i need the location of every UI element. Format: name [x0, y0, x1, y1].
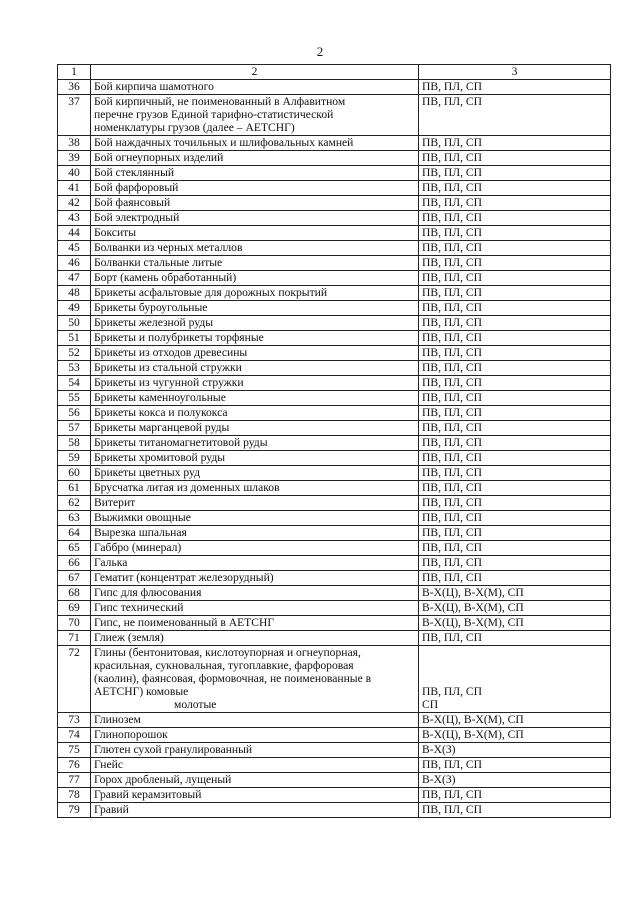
- wagon-types: ПВ, ПЛ, СП: [419, 571, 611, 586]
- wagon-types: ПВ, ПЛ, СП: [419, 511, 611, 526]
- table-row: [58, 95, 611, 136]
- table-row: [58, 346, 611, 361]
- table-row: [58, 331, 611, 346]
- row-number: 66: [58, 556, 91, 571]
- table-row: [58, 181, 611, 196]
- row-number: 50: [58, 316, 91, 331]
- cargo-name-line: АЕТСНГ) комовые: [94, 685, 189, 698]
- column-header-wagon-types: 3: [419, 65, 611, 80]
- row-number: 61: [58, 481, 91, 496]
- cargo-name: Бой фарфоровый: [91, 181, 419, 196]
- cargo-name: Брикеты марганцевой руды: [91, 421, 419, 436]
- cargo-name-line: Бой кирпичный, не поименованный в Алфавитном: [94, 95, 346, 108]
- row-number: 49: [58, 301, 91, 316]
- wagon-types: ПВ, ПЛ, СП: [419, 421, 611, 436]
- row-number: 41: [58, 181, 91, 196]
- table-row: [58, 466, 611, 481]
- row-number: 37: [58, 95, 91, 136]
- wagon-types: ПВ, ПЛ, СП: [419, 758, 611, 773]
- wagon-types: ПВ, ПЛ, СП: [419, 136, 611, 151]
- wagon-types: ПВ, ПЛ, СП: [419, 803, 611, 818]
- row-number: 59: [58, 451, 91, 466]
- row-number: 47: [58, 271, 91, 286]
- column-header-number: 1: [58, 65, 91, 80]
- cargo-name: Бой фаянсовый: [91, 196, 419, 211]
- row-number: 39: [58, 151, 91, 166]
- table-row: [58, 803, 611, 818]
- wagon-types: ПВ, ПЛ, СП: [419, 346, 611, 361]
- wagon-types: ПВ, ПЛ, СП: [419, 376, 611, 391]
- cargo-name: Габбро (минерал): [91, 541, 419, 556]
- cargo-name: Брикеты железной руды: [91, 316, 419, 331]
- row-number: 68: [58, 586, 91, 601]
- wagon-types: ПВ, ПЛ, СП: [419, 166, 611, 181]
- cargo-name: Бой огнеупорных изделий: [91, 151, 419, 166]
- row-number: 44: [58, 226, 91, 241]
- table-row: [58, 241, 611, 256]
- row-number: 67: [58, 571, 91, 586]
- row-number: 75: [58, 743, 91, 758]
- wagon-types: ПВ, ПЛ, СП: [419, 331, 611, 346]
- cargo-name: Брикеты каменноугольные: [91, 391, 419, 406]
- row-number: 51: [58, 331, 91, 346]
- table-row: [58, 166, 611, 181]
- table-row: [58, 601, 611, 616]
- cargo-name: Бой кирпича шамотного: [91, 80, 419, 95]
- table-row: [58, 421, 611, 436]
- wagon-types: ПВ, ПЛ, СП: [419, 436, 611, 451]
- table-row: [58, 136, 611, 151]
- table-row: [58, 226, 611, 241]
- wagon-types-line: ПВ, ПЛ, СП: [422, 685, 483, 698]
- wagon-types: ПВ, ПЛ, СП: [419, 271, 611, 286]
- column-header-cargo-name: 2: [91, 65, 419, 80]
- row-number: 70: [58, 616, 91, 631]
- row-number: 55: [58, 391, 91, 406]
- wagon-types: В-Х(Ц), В-Х(М), СП: [419, 616, 611, 631]
- wagon-types: ПВ, ПЛ, СП: [419, 466, 611, 481]
- row-number: 76: [58, 758, 91, 773]
- row-number: 42: [58, 196, 91, 211]
- table-row: [58, 571, 611, 586]
- table-row: [58, 361, 611, 376]
- row-number: 57: [58, 421, 91, 436]
- wagon-types: ПВ, ПЛ, СП: [419, 80, 611, 95]
- cargo-name: Глиеж (земля): [91, 631, 419, 646]
- wagon-types: В-Х(З): [419, 773, 611, 788]
- cargo-name: Гравий керамзитовый: [91, 788, 419, 803]
- cargo-name: [91, 95, 419, 136]
- cargo-name: Гравий: [91, 803, 419, 818]
- cargo-name-line: номенклатуры грузов (далее – АЕТСНГ): [94, 121, 295, 134]
- row-number: 69: [58, 601, 91, 616]
- cargo-table: [57, 64, 611, 818]
- table-row: [58, 80, 611, 95]
- table-row: [58, 301, 611, 316]
- table-row: [58, 451, 611, 466]
- wagon-types: В-Х(Ц), В-Х(М), СП: [419, 713, 611, 728]
- header-row: [58, 65, 611, 80]
- wagon-types: ПВ, ПЛ, СП: [419, 151, 611, 166]
- wagon-types: ПВ, ПЛ, СП: [419, 526, 611, 541]
- wagon-types: ПВ, ПЛ, СП: [419, 541, 611, 556]
- cargo-name: Глютен сухой гранулированный: [91, 743, 419, 758]
- cargo-name: Гипс технический: [91, 601, 419, 616]
- table-row: [58, 436, 611, 451]
- table-row: [58, 271, 611, 286]
- wagon-types: ПВ, ПЛ, СП: [419, 361, 611, 376]
- cargo-name: Бой электродный: [91, 211, 419, 226]
- cargo-name: Выжимки овощные: [91, 511, 419, 526]
- row-number: 79: [58, 803, 91, 818]
- cargo-name: Брикеты и полубрикеты торфяные: [91, 331, 419, 346]
- row-number: 72: [58, 646, 91, 713]
- cargo-name: Бой наждачных точильных и шлифовальных камней: [91, 136, 419, 151]
- cargo-name: Брикеты цветных руд: [91, 466, 419, 481]
- cargo-name: Глинопорошок: [91, 728, 419, 743]
- cargo-name: Бокситы: [91, 226, 419, 241]
- row-number: 62: [58, 496, 91, 511]
- table-row: [58, 586, 611, 601]
- row-number: 64: [58, 526, 91, 541]
- cargo-name: Брикеты титаномагнетитовой руды: [91, 436, 419, 451]
- row-number: 38: [58, 136, 91, 151]
- cargo-name: Галька: [91, 556, 419, 571]
- table-row: [58, 743, 611, 758]
- cargo-name: Горох дробленый, лущеный: [91, 773, 419, 788]
- table-row: [58, 541, 611, 556]
- page-number: 2: [316, 44, 324, 59]
- row-number: 48: [58, 286, 91, 301]
- table-row: [58, 713, 611, 728]
- table-row: [58, 728, 611, 743]
- cargo-name: Витерит: [91, 496, 419, 511]
- wagon-types: В-Х(Ц), В-Х(М), СП: [419, 586, 611, 601]
- cargo-name: Гипс для флюсования: [91, 586, 419, 601]
- cargo-name-line: красильная, сукновальная, тугоплавкие, фарфоровая: [94, 659, 354, 672]
- cargo-name: Брикеты асфальтовые для дорожных покрытий: [91, 286, 419, 301]
- cargo-name: Гипс, не поименованный в АЕТСНГ: [91, 616, 419, 631]
- wagon-types: ПВ, ПЛ, СП: [419, 196, 611, 211]
- row-number: 71: [58, 631, 91, 646]
- wagon-types: ПВ, ПЛ, СП: [419, 241, 611, 256]
- table-header: [58, 65, 611, 80]
- table-row: [58, 376, 611, 391]
- wagon-types: ПВ, ПЛ, СП: [419, 391, 611, 406]
- row-number: 65: [58, 541, 91, 556]
- wagon-types: ПВ, ПЛ, СП: [419, 406, 611, 421]
- row-number: 74: [58, 728, 91, 743]
- table-row: [58, 286, 611, 301]
- table-row: [58, 758, 611, 773]
- cargo-name: Борт (камень обработанный): [91, 271, 419, 286]
- wagon-types: ПВ, ПЛ, СП: [419, 211, 611, 226]
- cargo-name: Брусчатка литая из доменных шлаков: [91, 481, 419, 496]
- wagon-types: ПВ, ПЛ, СП: [419, 256, 611, 271]
- cargo-name: Гнейс: [91, 758, 419, 773]
- row-number: 73: [58, 713, 91, 728]
- cargo-name-line: молотые: [174, 698, 217, 711]
- wagon-types: ПВ, ПЛ, СП: [419, 226, 611, 241]
- cargo-name-line: (каолин), фаянсовая, формовочная, не поименованные в: [94, 672, 372, 685]
- cargo-name: Брикеты из стальной стружки: [91, 361, 419, 376]
- cargo-name: Брикеты буроугольные: [91, 301, 419, 316]
- row-number: 58: [58, 436, 91, 451]
- table-row: [58, 406, 611, 421]
- cargo-name: [91, 646, 419, 713]
- row-number: 54: [58, 376, 91, 391]
- table-row: [58, 316, 611, 331]
- wagon-types: ПВ, ПЛ, СП: [419, 181, 611, 196]
- row-number: 77: [58, 773, 91, 788]
- row-number: 45: [58, 241, 91, 256]
- row-number: 43: [58, 211, 91, 226]
- cargo-name: Болванки стальные литые: [91, 256, 419, 271]
- wagon-types: ПВ, ПЛ, СП: [419, 301, 611, 316]
- wagon-types: ПВ, ПЛ, СП: [419, 788, 611, 803]
- row-number: 60: [58, 466, 91, 481]
- wagon-types: В-Х(З): [419, 743, 611, 758]
- table-row: [58, 511, 611, 526]
- cargo-name: Брикеты хромитовой руды: [91, 451, 419, 466]
- cargo-name: Гематит (концентрат железорудный): [91, 571, 419, 586]
- table-row: [58, 631, 611, 646]
- wagon-types-line: СП: [422, 698, 439, 711]
- wagon-types: ПВ, ПЛ, СП: [419, 496, 611, 511]
- row-number: 46: [58, 256, 91, 271]
- row-number: 56: [58, 406, 91, 421]
- table-row: [58, 526, 611, 541]
- table-row: [58, 773, 611, 788]
- row-number: 52: [58, 346, 91, 361]
- wagon-types: ПВ, ПЛ, СП: [419, 316, 611, 331]
- table-row: [58, 481, 611, 496]
- cargo-name-line: перечне грузов Единой тарифно-статистической: [94, 108, 334, 121]
- table-row: [58, 788, 611, 803]
- wagon-types: ПВ, ПЛ, СП: [419, 631, 611, 646]
- row-number: 78: [58, 788, 91, 803]
- row-number: 40: [58, 166, 91, 181]
- wagon-types: ПВ, ПЛ, СП: [419, 286, 611, 301]
- wagon-types: В-Х(Ц), В-Х(М), СП: [419, 728, 611, 743]
- table-row: [58, 151, 611, 166]
- cargo-name: Брикеты из чугунной стружки: [91, 376, 419, 391]
- wagon-types: ПВ, ПЛ, СП: [419, 451, 611, 466]
- wagon-types: В-Х(Ц), В-Х(М), СП: [419, 601, 611, 616]
- wagon-types: [419, 646, 611, 713]
- table-row: [58, 211, 611, 226]
- table-row: [58, 646, 611, 713]
- row-number: 36: [58, 80, 91, 95]
- wagon-types: ПВ, ПЛ, СП: [419, 481, 611, 496]
- cargo-name: Вырезка шпальная: [91, 526, 419, 541]
- wagon-types: ПВ, ПЛ, СП: [419, 95, 611, 136]
- cargo-name: Болванки из черных металлов: [91, 241, 419, 256]
- cargo-name-line: Глины (бентонитовая, кислотоупорная и огнеупорная,: [94, 646, 361, 659]
- table-row: [58, 256, 611, 271]
- table-row: [58, 391, 611, 406]
- table-row: [58, 556, 611, 571]
- table-row: [58, 616, 611, 631]
- cargo-name: Брикеты кокса и полукокса: [91, 406, 419, 421]
- table-row: [58, 496, 611, 511]
- wagon-types: ПВ, ПЛ, СП: [419, 556, 611, 571]
- cargo-name: Бой стеклянный: [91, 166, 419, 181]
- table-row: [58, 196, 611, 211]
- row-number: 53: [58, 361, 91, 376]
- cargo-name: Глинозем: [91, 713, 419, 728]
- cargo-name: Брикеты из отходов древесины: [91, 346, 419, 361]
- table-body: [58, 80, 611, 818]
- row-number: 63: [58, 511, 91, 526]
